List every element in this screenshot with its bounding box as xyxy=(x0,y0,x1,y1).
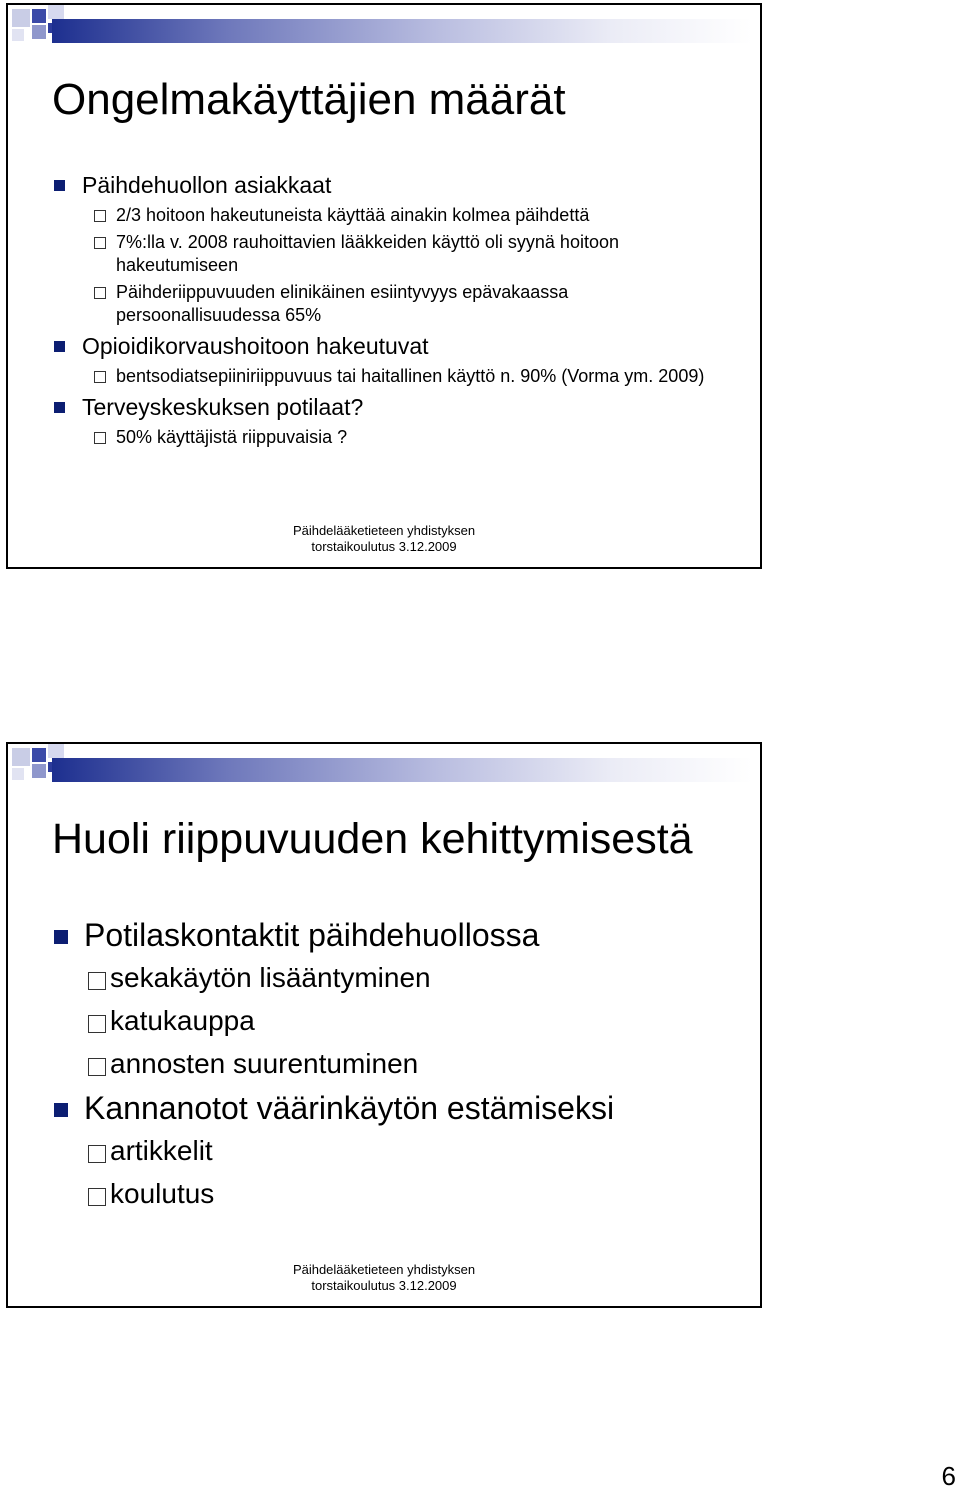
sub-bullet-item xyxy=(88,1172,720,1215)
square-bullet-icon xyxy=(54,402,65,413)
hollow-square-bullet-icon xyxy=(94,371,106,383)
hollow-square-bullet-icon xyxy=(88,972,106,990)
slide-header-decoration xyxy=(8,744,760,794)
sub-bullet-text: 2/3 hoitoon hakeutuneista käyttää ainakin kolmea päihdettä xyxy=(116,205,590,225)
sub-bullet-item xyxy=(94,426,720,449)
slide-content xyxy=(54,914,720,1217)
slide-footer xyxy=(8,1262,760,1294)
sub-bullet-text: bentsodiatsepiiniriippuvuus tai haitallinen käyttö n. 90% (Vorma ym. 2009) xyxy=(116,366,705,386)
sub-bullet-text: sekakäytön lisääntyminen xyxy=(110,962,431,993)
sub-bullet-item xyxy=(88,956,720,999)
sub-bullet-item xyxy=(94,281,720,327)
slide-title: Huoli riippuvuuden kehittymisestä xyxy=(52,815,693,863)
hollow-square-bullet-icon xyxy=(88,1058,106,1076)
sub-bullet-text: katukauppa xyxy=(110,1005,255,1036)
footer-line: Päihdelääketieteen yhdistyksen xyxy=(292,523,476,538)
hollow-square-bullet-icon xyxy=(94,210,106,222)
sub-bullet-item xyxy=(94,365,720,388)
sub-bullet-text: 50% käyttäjistä riippuvaisia ? xyxy=(116,427,348,447)
bullet-text: Terveyskeskuksen potilaat? xyxy=(82,394,364,420)
square-bullet-icon xyxy=(54,341,65,352)
bullet-text: Potilaskontaktit päihdehuollossa xyxy=(84,917,540,953)
square-bullet-icon xyxy=(54,930,68,944)
sub-bullet-item xyxy=(88,1042,720,1085)
hollow-square-bullet-icon xyxy=(88,1015,106,1033)
bullet-text: Päihdehuollon asiakkaat xyxy=(82,172,332,198)
sub-bullet-text: artikkelit xyxy=(110,1135,213,1166)
hollow-square-bullet-icon xyxy=(88,1188,106,1206)
slide-2 xyxy=(6,742,762,1308)
bullet-text: Opioidikorvaushoitoon hakeutuvat xyxy=(82,333,429,359)
sub-bullet-text: koulutus xyxy=(110,1178,215,1209)
sub-bullet-text: Päihderiippuvuuden elinikäinen esiintyvyys epävakaassa persoonallisuudessa 65% xyxy=(116,282,569,325)
hollow-square-bullet-icon xyxy=(94,287,106,299)
slide-1 xyxy=(6,3,762,569)
slide-title: Ongelmakäyttäjien määrät xyxy=(52,75,566,124)
hollow-square-bullet-icon xyxy=(94,237,106,249)
sub-bullet-item xyxy=(94,231,720,277)
sub-bullet-item xyxy=(88,999,720,1042)
slide-header-decoration xyxy=(8,5,760,55)
bullet-text: Kannanotot väärinkäytön estämiseksi xyxy=(84,1090,615,1126)
footer-line: torstaikoulutus 3.12.2009 xyxy=(311,539,457,554)
square-bullet-icon xyxy=(54,1103,68,1117)
bullet-item xyxy=(54,331,720,361)
bullet-item xyxy=(54,1087,720,1129)
sub-bullet-text: annosten suurentuminen xyxy=(110,1048,419,1079)
footer-line: Päihdelääketieteen yhdistyksen xyxy=(292,1262,476,1277)
slide-content xyxy=(54,170,720,453)
hollow-square-bullet-icon xyxy=(88,1145,106,1163)
bullet-item xyxy=(54,170,720,200)
bullet-item xyxy=(54,914,720,956)
sub-bullet-item xyxy=(88,1129,720,1172)
slide-footer xyxy=(8,523,760,555)
header-gradient-bar xyxy=(52,758,752,782)
footer-line: torstaikoulutus 3.12.2009 xyxy=(311,1278,457,1293)
page-number: 6 xyxy=(941,1461,956,1491)
sub-bullet-item xyxy=(94,204,720,227)
hollow-square-bullet-icon xyxy=(94,432,106,444)
sub-bullet-text: 7%:lla v. 2008 rauhoittavien lääkkeiden käyttö oli syynä hoitoon hakeutumiseen xyxy=(116,232,619,275)
square-bullet-icon xyxy=(54,180,65,191)
bullet-item xyxy=(54,392,720,422)
header-gradient-bar xyxy=(52,19,752,43)
